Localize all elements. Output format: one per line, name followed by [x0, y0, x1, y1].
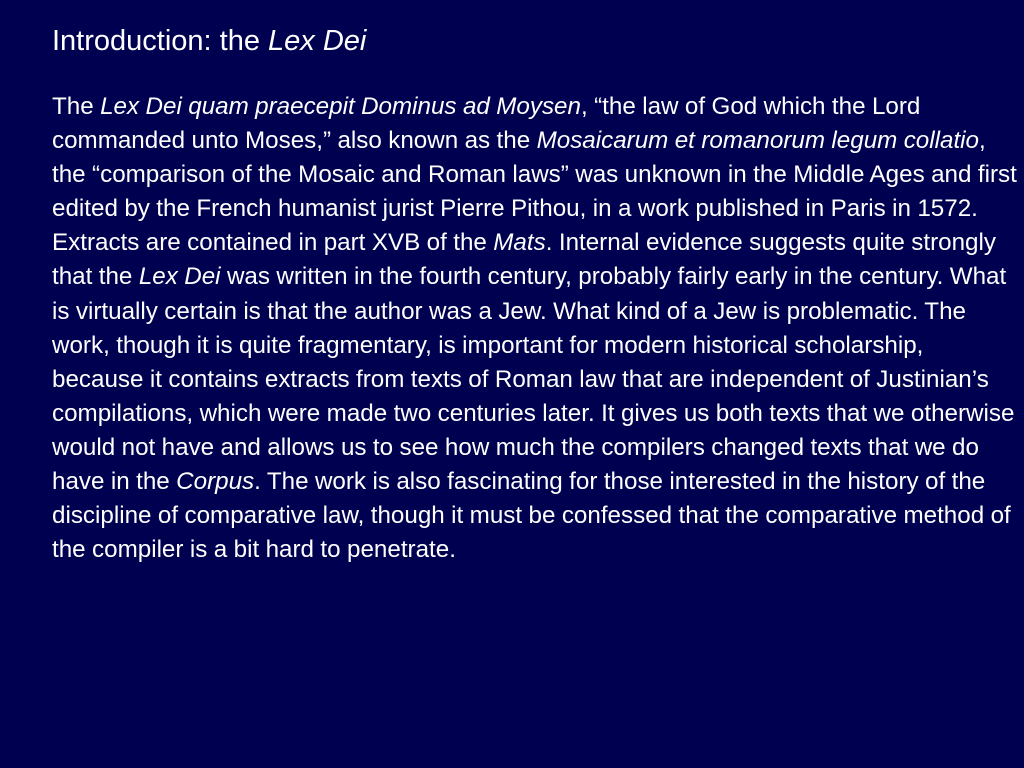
body-segment-italic: Mats: [493, 229, 546, 257]
body-segment: . The work is also fascinating for those interested in the history of the discipline of comparative law, though it must be confessed that the comparative method of the compiler is a bit hard to penetrate.: [52, 468, 1011, 564]
slide-body-paragraph: [52, 90, 1017, 567]
body-segment: The: [52, 93, 101, 120]
slide-title: [52, 22, 366, 60]
slide-title-italic: Lex Dei: [268, 25, 367, 57]
body-segment: . Internal evidence suggests quite strongly that the: [52, 229, 996, 291]
body-segment: , “the law of God which the Lord commanded unto Moses,” also known as the: [52, 93, 921, 155]
body-segment-italic: Mosaicarum et romanorum legum collatio: [536, 127, 980, 155]
body-segment: , the “comparison of the Mosaic and Roman laws” was unknown in the Middle Ages and first edited by the French humanist jurist Pierre Pithou, in a work published in Paris in 1572. Extracts are contained in part XVB of the: [52, 127, 1017, 257]
slide-title-text: Introduction: the: [52, 25, 269, 57]
body-segment-italic: Lex Dei: [138, 263, 221, 291]
body-segment: was written in the fourth century, probably fairly early in the century. What is virtually certain is that the author was a Jew. What kind of a Jew is problematic. The work, though it is quite fragmentary, is important for modern historical scholarship, because it contains extracts from texts of Roman law that are independent of Justinian’s compilations, which were made two centuries later. It gives us both texts that we otherwise would not have and allows us to see how much the compilers changed texts that we do have in the: [52, 263, 1015, 496]
body-segment-italic: Lex Dei quam praecepit Dominus ad Moysen: [100, 93, 581, 120]
body-segment-italic: Corpus: [176, 468, 255, 496]
